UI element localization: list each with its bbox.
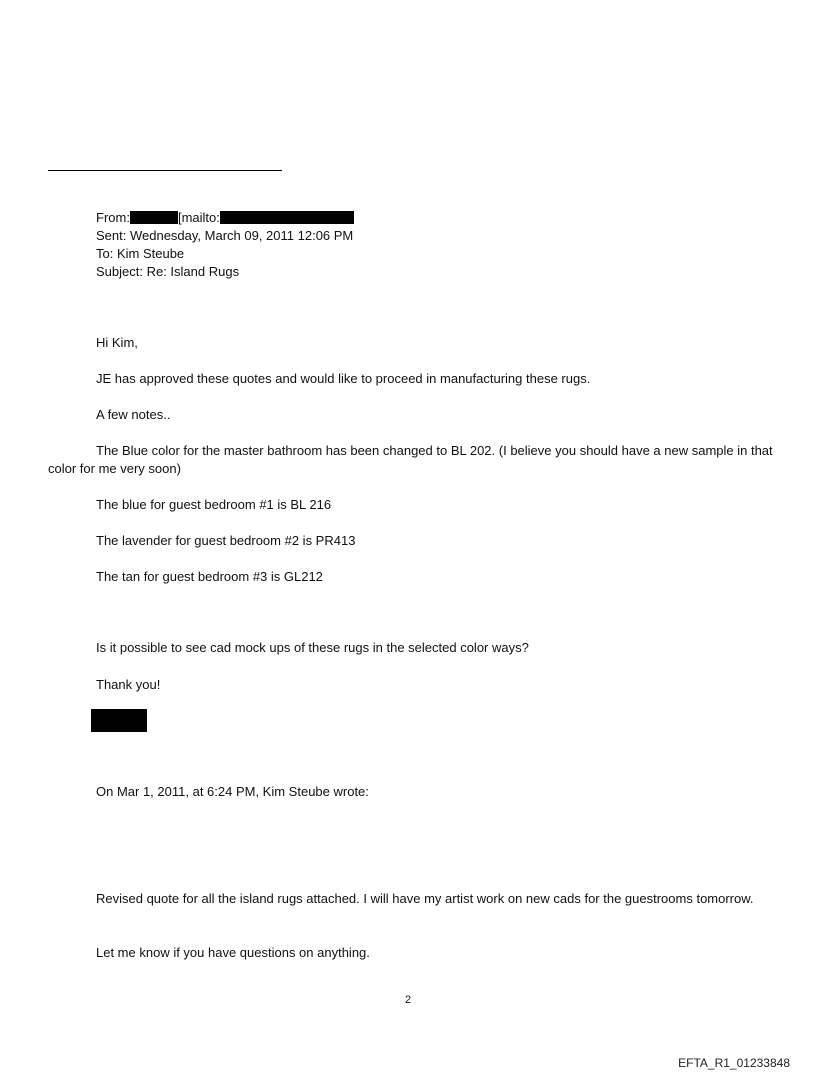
separator-line bbox=[48, 170, 282, 171]
greeting: Hi Kim, bbox=[96, 335, 138, 350]
paragraph: A few notes.. bbox=[96, 407, 171, 422]
from-label: From: bbox=[96, 210, 130, 225]
page-number: 2 bbox=[404, 994, 412, 1006]
paragraph: The lavender for guest bedroom #2 is PR413 bbox=[96, 533, 356, 548]
to-line: To: Kim Steube bbox=[96, 246, 185, 261]
document-id: EFTA_R1_01233848 bbox=[678, 1056, 790, 1070]
quoted-paragraph: Revised quote for all the island rugs attached. I will have my artist work on new cads for the guestrooms tomorrow. bbox=[96, 891, 754, 906]
sent-line: Sent: Wednesday, March 09, 2011 12:06 PM bbox=[96, 228, 354, 243]
signature-redaction bbox=[91, 709, 147, 732]
quoted-intro: On Mar 1, 2011, at 6:24 PM, Kim Steube wrote: bbox=[96, 784, 369, 799]
paragraph: The tan for guest bedroom #3 is GL212 bbox=[96, 569, 323, 584]
quoted-paragraph: Let me know if you have questions on anything. bbox=[96, 945, 370, 960]
paragraph: JE has approved these quotes and would like to proceed in manufacturing these rugs. bbox=[96, 371, 591, 386]
mailto-label: [mailto: bbox=[177, 210, 220, 225]
paragraph: Is it possible to see cad mock ups of these rugs in the selected color ways? bbox=[96, 640, 529, 655]
sign-off: Thank you! bbox=[96, 677, 161, 692]
paragraph: The blue for guest bedroom #1 is BL 216 bbox=[96, 497, 332, 512]
subject-line: Subject: Re: Island Rugs bbox=[96, 264, 240, 279]
paragraph: The Blue color for the master bathroom has been changed to BL 202. (I believe you should have a new sample in that color for me very soon) bbox=[48, 443, 773, 476]
redaction-box bbox=[130, 211, 178, 224]
redaction-box bbox=[220, 211, 354, 224]
from-line bbox=[96, 209, 354, 227]
